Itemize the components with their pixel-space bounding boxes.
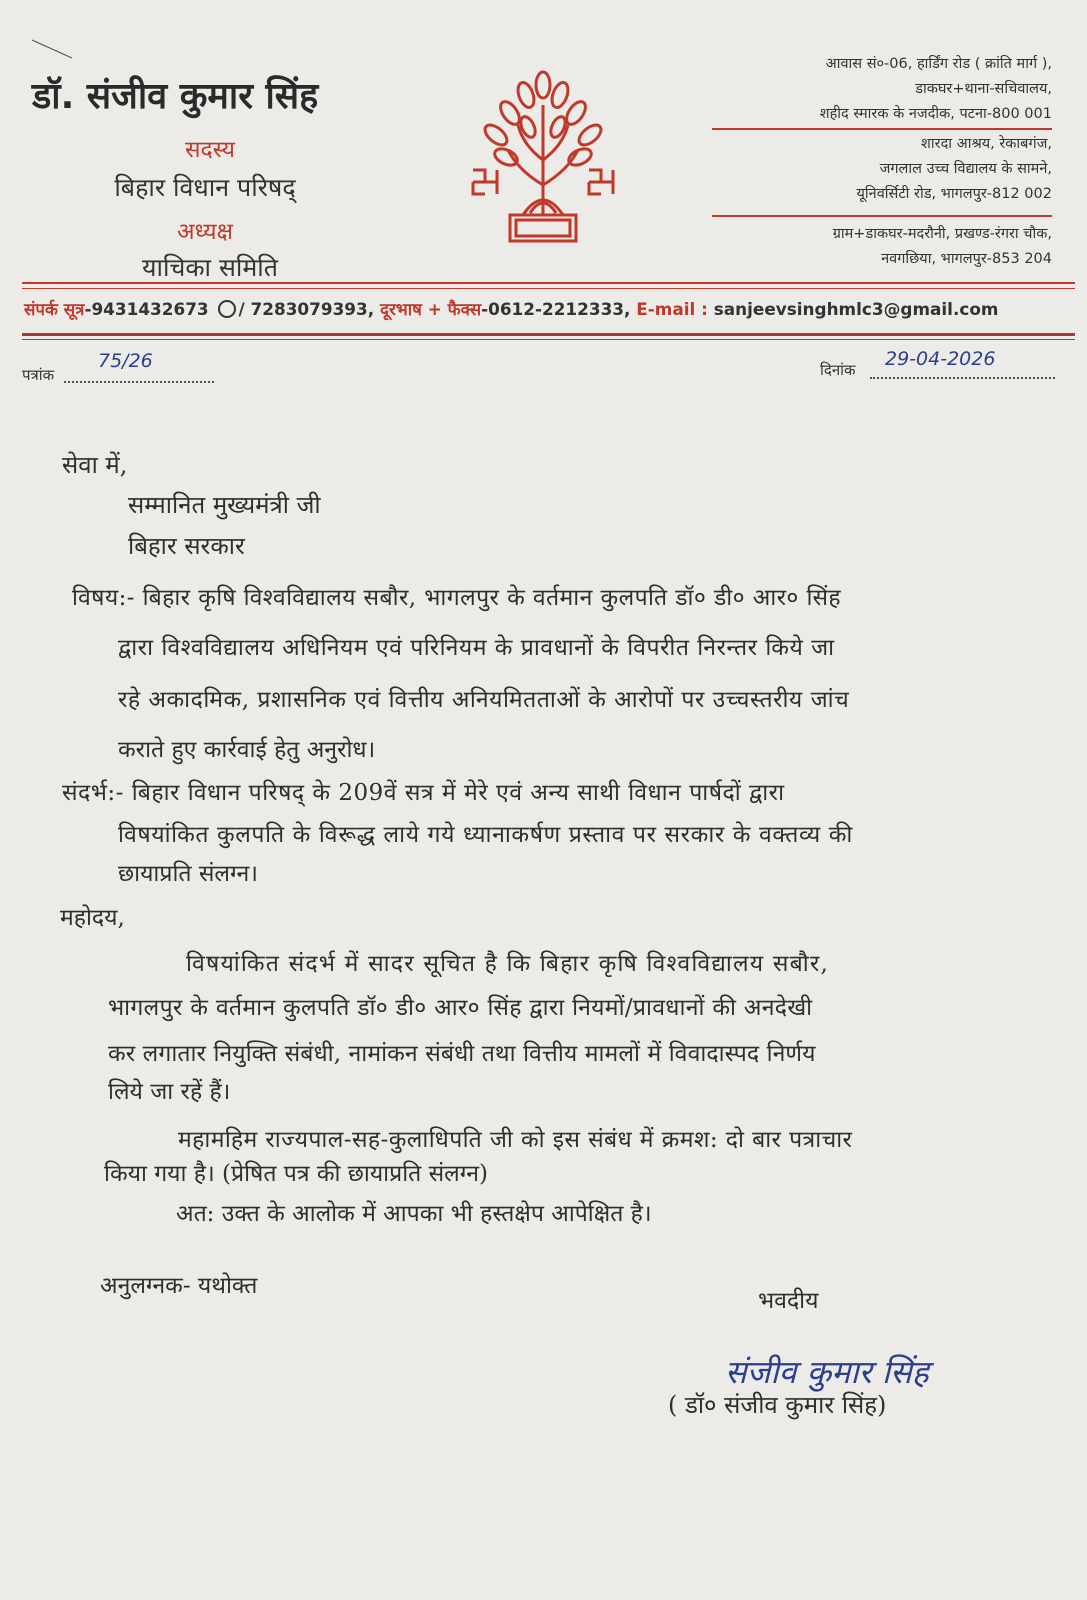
paragraph-line: भागलपुर के वर्तमान कुलपति डॉ० डी० आर० सिंह द्वारा नियमों/प्रावधानों की अनदेखी bbox=[108, 995, 813, 1021]
date-value: 29-04-2026 bbox=[885, 348, 996, 370]
contact-strip bbox=[24, 297, 1079, 320]
closing: भवदीय bbox=[758, 1288, 819, 1314]
paragraph-line: विषयांकित संदर्भ में सादर सूचित है कि बिहार कृषि विश्वविद्यालय सबौर, bbox=[186, 951, 830, 977]
paragraph-line: किया गया है। (प्रेषित पत्र की छायाप्रति संलग्न) bbox=[104, 1161, 488, 1187]
pen-stroke-mark bbox=[30, 38, 75, 60]
ref-number: 75/26 bbox=[98, 350, 153, 372]
date-dotted-line bbox=[870, 377, 1055, 379]
reference-line: विषयांकित कुलपति के विरूद्ध लाये गये ध्यानाकर्षण प्रस्ताव पर सरकार के वक्तव्य की bbox=[118, 822, 853, 848]
phone-label: दूरभाष + फैक्स bbox=[380, 299, 482, 319]
subject-line: द्वारा विश्वविद्यालय अधिनियम एवं परिनियम के प्रावधानों के विपरीत निरन्तर किये जा bbox=[118, 635, 835, 661]
salutation-to: सेवा में, bbox=[62, 451, 128, 479]
committee-name: याचिका समिति bbox=[142, 253, 278, 282]
role-member: सदस्य bbox=[184, 137, 236, 163]
greeting: महोदय, bbox=[60, 905, 125, 931]
paragraph-line: अत: उक्त के आलोक में आपका भी हस्तक्षेप आपेक्षित है। bbox=[176, 1201, 652, 1227]
contact-email: sanjeevsinghmlc3@gmail.com bbox=[713, 299, 999, 319]
contact-mobile: -9431432673 bbox=[84, 299, 209, 319]
address-divider bbox=[712, 215, 1052, 217]
signatory-name: ( डॉ० संजीव कुमार सिंह) bbox=[668, 1391, 887, 1419]
contact-label: संपर्क सूत्र bbox=[24, 299, 85, 319]
contact-whatsapp: / 7283079393, bbox=[238, 299, 375, 319]
recipient-org: बिहार सरकार bbox=[128, 532, 245, 560]
address-divider bbox=[712, 128, 1052, 130]
enclosure-note: अनुलग्नक- यथोक्त bbox=[100, 1273, 258, 1299]
whatsapp-icon bbox=[218, 300, 236, 318]
subject-line: रहे अकादमिक, प्रशासनिक एवं वित्तीय अनियमितताओं के आरोपों पर उच्चस्तरीय जांच bbox=[118, 687, 850, 713]
reference-line: संदर्भ:- बिहार विधान परिषद् के 209वें सत्र में मेरे एवं अन्य साथी विधान पार्षदों द्वारा bbox=[62, 780, 785, 806]
address-patna: आवास सं०-06, हार्डिंग रोड ( क्रांति मार्ग ), डाकघर+थाना-सचिवालय, शहीद स्मारक के नजदीक, पटना-800 001 bbox=[819, 56, 1052, 122]
recipient: सम्मानित मुख्यमंत्री जी bbox=[128, 491, 321, 519]
letterhead-name: डॉ. संजीव कुमार सिंह bbox=[32, 76, 319, 117]
address-bhagalpur: शारदा आश्रय, रेकाबगंज, जगलाल उच्च विद्यालय के सामने, यूनिवर्सिटी रोड, भागलपुर-812 002 bbox=[856, 136, 1052, 202]
council-name: बिहार विधान परिषद् bbox=[114, 173, 296, 202]
date-label: दिनांक bbox=[820, 361, 856, 379]
paragraph-line: महामहिम राज्यपाल-सह-कुलाधिपति जी को इस संबंध में क्रमश: दो बार पत्राचार bbox=[178, 1127, 853, 1153]
ref-label: पत्रांक bbox=[22, 366, 55, 384]
header-divider bbox=[22, 339, 1075, 340]
contact-phone: -0612-2212333, bbox=[481, 299, 631, 319]
header-divider bbox=[22, 333, 1075, 336]
party-tree-emblem-icon bbox=[468, 65, 618, 245]
paragraph-line: कर लगातार नियुक्ति संबंधी, नामांकन संबंधी तथा वित्तीय मामलों में विवादास्पद निर्णय bbox=[108, 1041, 816, 1067]
role-chair: अध्यक्ष bbox=[176, 219, 234, 245]
reference-line: छायाप्रति संलग्न। bbox=[118, 861, 258, 887]
address-naugachia: ग्राम+डाकघर-मदरौनी, प्रखण्ड-रंगरा चौक, नवगछिया, भागलपुर-853 204 bbox=[832, 226, 1052, 267]
header-divider bbox=[22, 282, 1075, 284]
email-label: E-mail : bbox=[636, 299, 708, 319]
subject-line: विषय:- बिहार कृषि विश्वविद्यालय सबौर, भागलपुर के वर्तमान कुलपति डॉ० डी० आर० सिंह bbox=[72, 585, 842, 611]
header-divider bbox=[22, 288, 1075, 289]
paragraph-line: लिये जा रहें हैं। bbox=[108, 1079, 231, 1105]
ref-dotted-line bbox=[64, 381, 214, 383]
subject-line: कराते हुए कार्रवाई हेतु अनुरोध। bbox=[118, 737, 376, 763]
handwritten-signature: संजीव कुमार सिंह bbox=[725, 1353, 929, 1391]
